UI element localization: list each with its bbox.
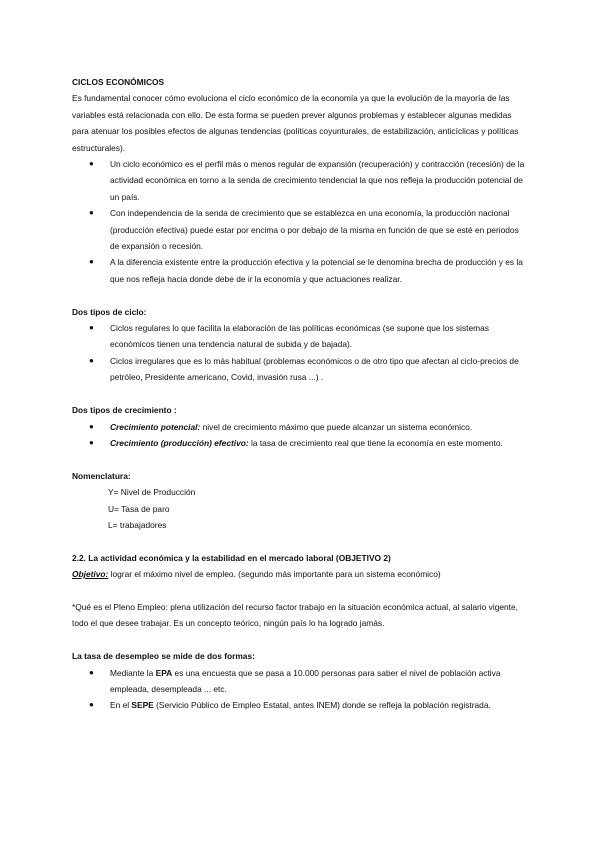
section-title: 2.2. La actividad económica y la estabilidad en el mercado laboral (OBJETIVO 2) (72, 552, 391, 563)
bullet-icon: ● (89, 437, 94, 447)
nomenclature-item: Y= Nivel de Producción (108, 487, 196, 498)
list-item: ● Un ciclo económico es el perfil más o menos regular de expansión (recuperación) y contracción (recesión) de la actividad económica en torno a la senda de crecimiento tendencial la que nos refleja la producción potencial de un país. (72, 156, 528, 205)
list-item: ● Crecimiento potencial: nivel de crecimiento máximo que puede alcanzar un sistema económico. (72, 419, 528, 435)
bullet-icon: ● (89, 421, 94, 431)
bullet-icon: ● (89, 208, 94, 218)
list-item: ● Ciclos regulares lo que facilita la elaboración de las políticas económicas (se supone que los sistemas económicos tienen una tendencia natural de subida y de bajada). (72, 320, 528, 353)
crecimiento-list (72, 419, 528, 452)
heading-tipos-ciclo: Dos tipos de ciclo: (72, 306, 147, 317)
list-item: ● Crecimiento (producción) efectivo: la tasa de crecimiento real que tiene la economía en este momento. (72, 435, 528, 451)
term: Crecimiento potencial: (110, 421, 201, 432)
ciclo-bullet-list (72, 156, 528, 287)
bullet-icon: ● (89, 159, 94, 169)
bullet-icon: ● (89, 355, 94, 365)
objective-line: Objetivo: lograr el máximo nivel de empleo. (segundo más importante para un sistema económico) (72, 569, 441, 580)
objective-label: Objetivo: (72, 569, 109, 580)
heading-nomenclatura: Nomenclatura: (72, 470, 131, 481)
list-item: ● Ciclos irregulares que es lo más habitual (problemas económicos o de otro tipo que afectan al ciclo-precios de petróleo, Presidente americano, Covid, invasión rusa ...) . (72, 353, 528, 386)
bullet-icon: ● (89, 667, 94, 677)
pleno-empleo-paragraph: *Qué es el Pleno Empleo: plena utilización del recurso factor trabajo en la situación económica actual, al salario vigente, todo el que desee trabajar. Es un concepto teórico, ningún país lo ha logrado jamás. (72, 601, 518, 629)
heading-tipos-crecimiento: Dos tipos de crecimiento : (72, 405, 177, 416)
heading-ciclos: CICLOS ECONÓMICOS (72, 77, 165, 87)
tipos-ciclo-list (72, 320, 528, 386)
heading-tasa-desempleo: La tasa de desempleo se mide de dos formas: (72, 651, 255, 662)
intro-paragraph: Es fundamental conocer cómo evoluciona el ciclo económico de la economía ya que la evolución de la mayoría de las variables está relacionada con ello. De esta forma se pueden prever algunos problemas y establecer algunas medidas para atenuar los posibles efectos de algunas tendencias (políticas coyunturales, de estabilización, anticíclicas y políticas estructurales). (72, 93, 519, 153)
medicion-list (72, 665, 528, 714)
bullet-icon: ● (89, 323, 94, 333)
list-item: ● En el SEPE (Servicio Público de Empleo Estatal, antes INEM) donde se refleja la población registrada. (72, 697, 528, 713)
list-item: ● Con independencia de la senda de crecimiento que se establezca en una economía, la producción nacional (producción efectiva) puede estar por encima o por debajo de la misma en función de que se esté en periodos de expansión o recesión. (72, 205, 528, 254)
document-page (72, 74, 528, 714)
bullet-icon: ● (89, 700, 94, 710)
list-item: ● Mediante la EPA es una encuesta que se pasa a 10.000 personas para saber el nivel de población activa empleada, desempleada ... etc. (72, 665, 528, 698)
term: Crecimiento (producción) efectivo: (110, 437, 249, 448)
nomenclature-item: L= trabajadores (108, 519, 167, 530)
bullet-icon: ● (89, 257, 94, 267)
list-item: ● A la diferencia existente entre la producción efectiva y la potencial se le denomina brecha de producción y es la que nos refleja hacia donde debe de ir la economía y que actuaciones realizar. (72, 254, 528, 287)
nomenclature-item: U= Tasa de paro (108, 503, 170, 514)
